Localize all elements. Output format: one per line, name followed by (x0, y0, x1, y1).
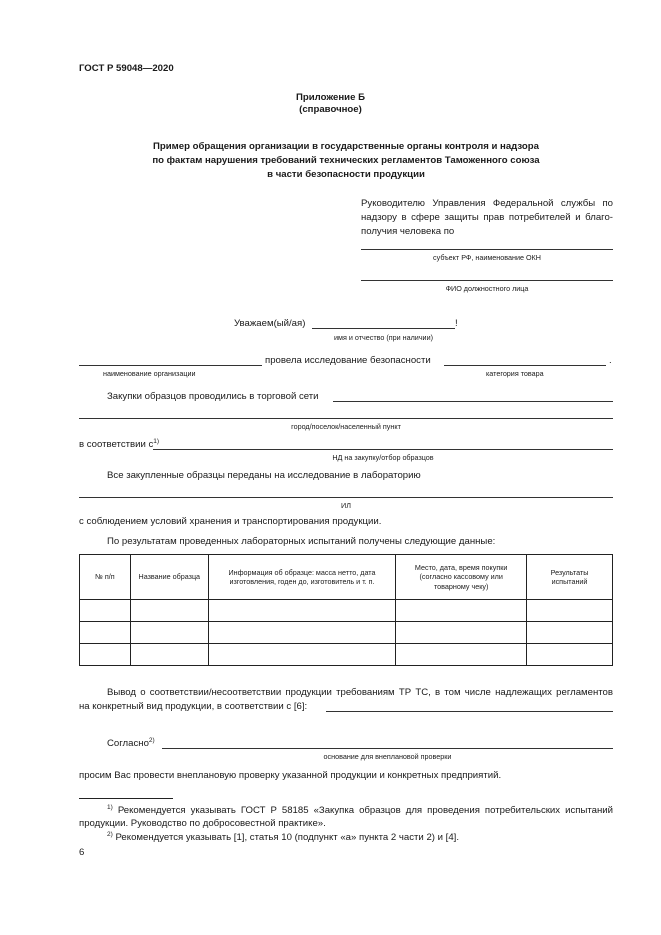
conclusion-line-2: на конкретный вид продукции, в соответствии с [6]: (79, 701, 308, 712)
category-blank-line[interactable] (444, 365, 606, 366)
subject-blank-line[interactable] (361, 249, 613, 250)
column-header-results: Результаты испытаний (527, 555, 613, 600)
footnote-2-mark: 2) (107, 831, 113, 838)
lab-blank-line[interactable] (79, 497, 613, 498)
addressee-line-2: надзору в сфере защиты прав потребителей и благо- (361, 212, 613, 223)
transfer-text: Все закупленные образцы переданы на исследование в лабораторию (107, 470, 421, 481)
lab-caption: ИЛ (341, 501, 351, 510)
city-blank-line[interactable] (79, 418, 613, 419)
basis-caption: основание для внеплановой проверки (323, 752, 452, 761)
table-cell[interactable] (208, 644, 396, 666)
table-cell[interactable] (527, 622, 613, 644)
addressee-line-3: получия человека по (361, 226, 455, 237)
footnote-separator (79, 798, 173, 799)
appendix-title: Приложение Б (296, 92, 365, 103)
heading-line-2: по фактам нарушения требований технических регламентов Таможенного союза (152, 155, 540, 166)
basis-blank-line[interactable] (162, 748, 613, 749)
table-cell[interactable] (130, 600, 208, 622)
table-cell[interactable] (130, 644, 208, 666)
column-header-name: Название образца (130, 555, 208, 600)
table-cell[interactable] (80, 600, 131, 622)
column-header-purchase: Место, дата, время покупки (согласно кассовому или товарному чеку) (396, 555, 527, 600)
table-cell[interactable] (208, 622, 396, 644)
table-cell[interactable] (396, 600, 527, 622)
category-caption: категория товара (486, 369, 544, 378)
column-header-number: № п/п (80, 555, 131, 600)
official-caption: ФИО должностного лица (445, 284, 529, 293)
study-text: провела исследование безопасности (265, 355, 431, 366)
footnote-2: $^{2)}$ Рекомендуется указывать [1], статья 10 (подпункт «а» пункта 2 части 2) и [4]. (107, 831, 460, 843)
greeting-end: ! (455, 318, 458, 329)
organization-blank-line[interactable] (79, 365, 262, 366)
greeting-caption: имя и отчество (при наличии) (334, 333, 433, 342)
normative-doc-caption: НД на закупку/отбор образцов (332, 453, 434, 462)
footnote-1-line-2: продукции. Руководство по добросовестной практике». (79, 818, 326, 829)
table-row (80, 644, 613, 666)
footnote-ref-1: 1) (153, 438, 160, 445)
study-end: . (609, 355, 612, 366)
page-number: 6 (79, 847, 85, 858)
greeting-blank-line[interactable] (312, 328, 455, 329)
normative-doc-blank-line[interactable] (153, 449, 613, 450)
appendix-subtitle: (справочное) (299, 104, 362, 115)
results-intro: По результатам проведенных лабораторных испытаний получены следующие данные: (107, 536, 496, 547)
greeting-text: Уважаем(ый/ая) (234, 318, 306, 329)
agree-text: Согласно$^{2)}$ (107, 737, 155, 749)
column-header-info: Информация об образце: масса нетто, дата изготовления, годен до, изготовитель и т. п. (208, 555, 396, 600)
heading-line-3: в части безопасности продукции (267, 169, 425, 180)
conclusion-blank-line[interactable] (326, 711, 613, 712)
table-cell[interactable] (527, 600, 613, 622)
footnote-ref-2: 2) (148, 737, 155, 744)
table-cell[interactable] (396, 644, 527, 666)
request-text: просим Вас провести внеплановую проверку указанной продукции и конкретных предприятий. (79, 770, 502, 781)
addressee-line-1: Руководителю Управления Федеральной службы по (361, 198, 613, 209)
heading-line-1: Пример обращения организации в государственные органы контроля и надзора (153, 141, 539, 152)
document-code: ГОСТ Р 59048—2020 (79, 63, 174, 74)
conclusion-line-1: Вывод о соответствии/несоответствии продукции требованиям ТР ТС, в том числе надлежащих регламентов (107, 687, 613, 698)
table-cell[interactable] (208, 600, 396, 622)
storage-text: с соблюдением условий хранения и транспортирования продукции. (79, 516, 382, 527)
table-cell[interactable] (80, 622, 131, 644)
organization-caption: наименование организации (103, 369, 196, 378)
retail-chain-blank-line[interactable] (333, 401, 613, 402)
footnote-1-line-1: $^{1)}$ Рекомендуется указывать ГОСТ Р 58185 «Закупка образцов для проведения потребительских испытаний (107, 804, 613, 816)
subject-caption: субъект РФ, наименование ОКН (433, 253, 541, 262)
table-cell[interactable] (80, 644, 131, 666)
table-cell[interactable] (130, 622, 208, 644)
footnote-1-mark: 1) (107, 804, 113, 811)
accordance-text: в соответствии $с^{1)}$ (79, 438, 160, 450)
purchase-text: Закупки образцов проводились в торговой сети (107, 391, 319, 402)
table-header-row (80, 555, 613, 600)
city-caption: город/поселок/населенный пункт (291, 422, 401, 431)
table-row (80, 622, 613, 644)
table-row (80, 600, 613, 622)
table-cell[interactable] (396, 622, 527, 644)
results-table (79, 554, 613, 666)
official-blank-line[interactable] (361, 280, 613, 281)
table-cell[interactable] (527, 644, 613, 666)
